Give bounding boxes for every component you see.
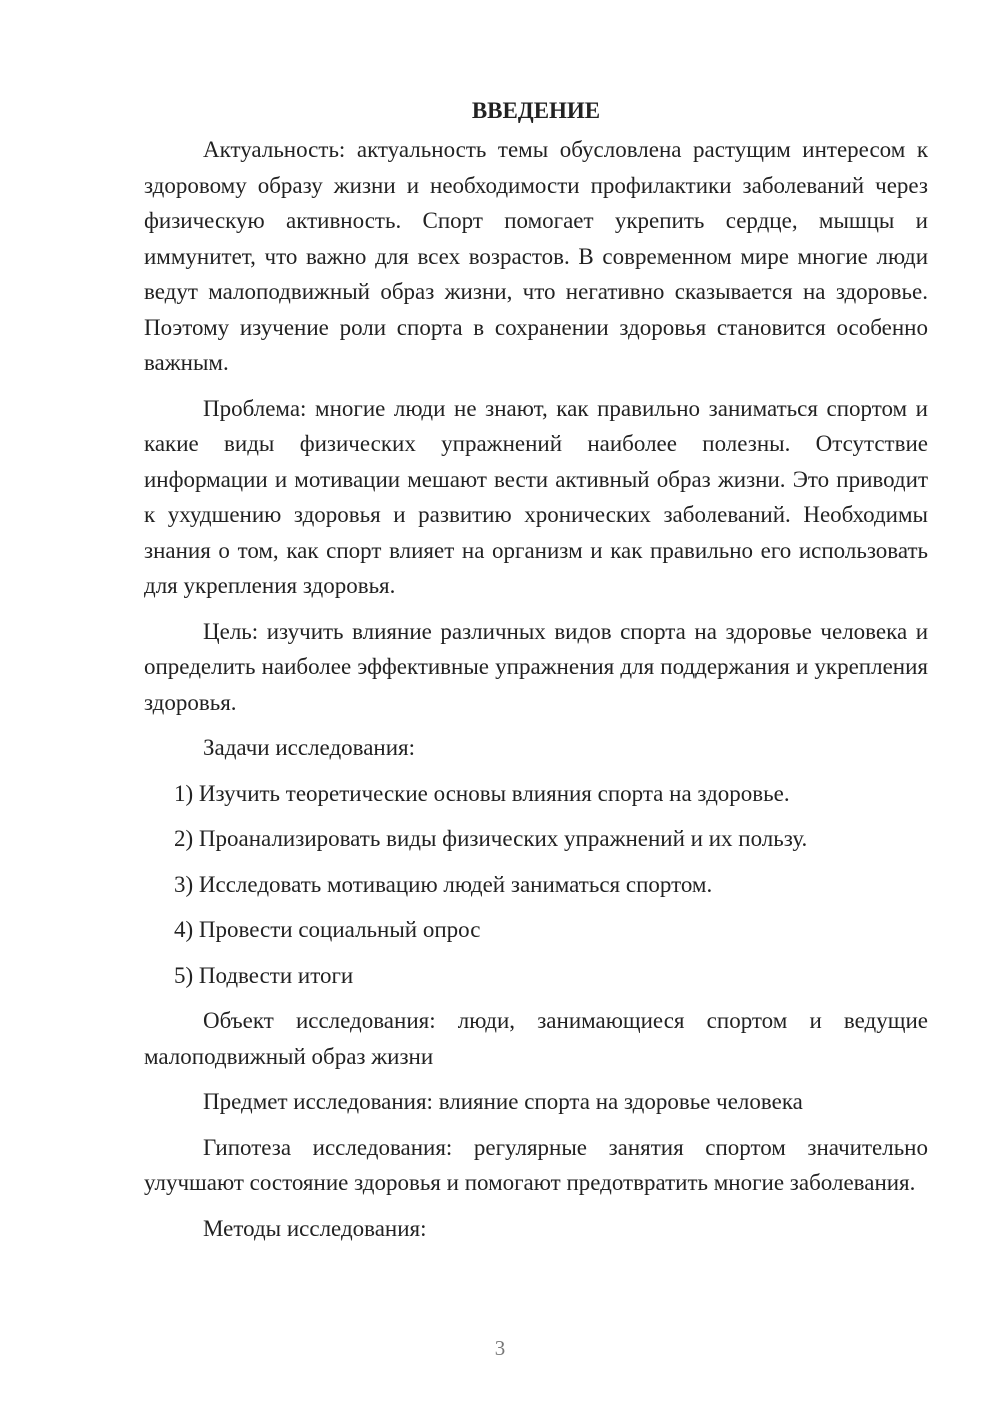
page-number: 3 (494, 1336, 506, 1360)
tasks-list (144, 776, 928, 994)
tasks-heading: Задачи исследования: (203, 735, 416, 760)
page-title: ВВЕДЕНИЕ (471, 98, 601, 123)
relevance-paragraph: Актуальность: актуальность темы обусловлена растущим интересом к здоровому образу жизни и необходимости профилактики заболеваний через физическую активность. Спорт помогает укрепить сердце, мышцы и иммунитет, что важно для всех возрастов. В современном мире многие люди ведут малоподвижный образ жизни, что негативно сказывается на здоровье. Поэтому изучение роли спорта в сохранении здоровья становится особенно важным. (144, 137, 928, 375)
task-item-2: 2) Проанализировать виды физических упражнений и их пользу. (174, 826, 808, 851)
subject-paragraph: Предмет исследования: влияние спорта на здоровье человека (203, 1089, 803, 1114)
hypothesis-paragraph: Гипотеза исследования: регулярные занятия спортом значительно улучшают состояние здоровья и помогают предотвратить многие заболевания. (144, 1134, 928, 1195)
goal-paragraph: Цель: изучить влияние различных видов спорта на здоровье человека и определить наиболее эффективные упражнения для поддержания и укрепления здоровья. (144, 618, 928, 715)
page-content (144, 93, 928, 1256)
object-paragraph: Объект исследования: люди, занимающиеся спортом и ведущие малоподвижный образ жизни (144, 1008, 928, 1069)
problem-paragraph: Проблема: многие люди не знают, как правильно заниматься спортом и какие виды физических упражнений наиболее полезны. Отсутствие информации и мотивации мешают вести активный образ жизни. Это приводит к ухудшению здоровья и развитию хронических заболеваний. Необходимы знания о том, как спорт влияет на организм и как правильно его использовать для укрепления здоровья. (144, 395, 928, 598)
methods-paragraph: Методы исследования: (203, 1215, 427, 1241)
task-item-1: 1) Изучить теоретические основы влияния спорта на здоровье. (174, 780, 790, 806)
task-item-4: 4) Провести социальный опрос (174, 917, 481, 942)
task-item-3: 3) Исследовать мотивацию людей заниматься спортом. (174, 871, 713, 897)
task-item-5: 5) Подвести итоги (174, 962, 354, 988)
